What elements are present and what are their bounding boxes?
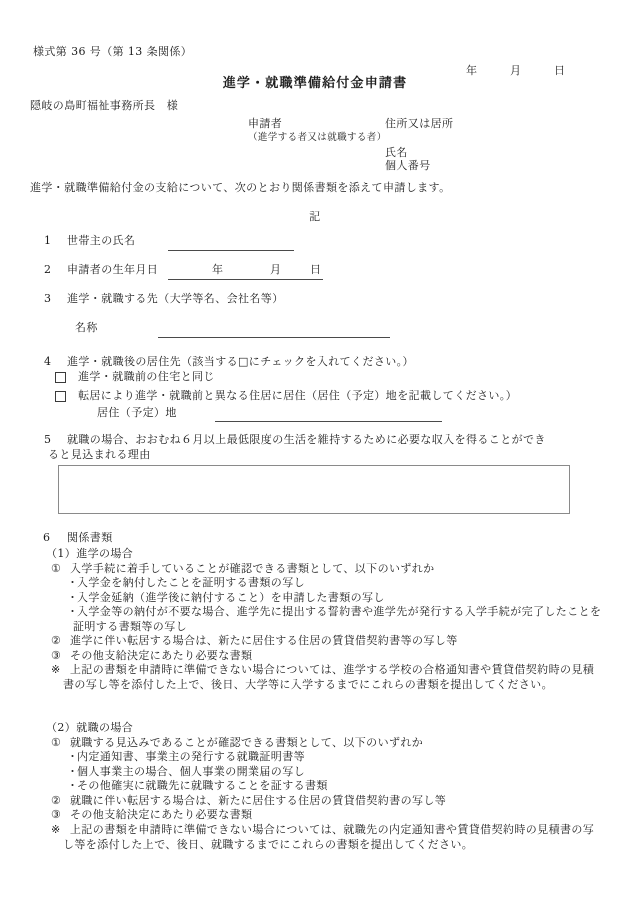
list-marker: ・ bbox=[67, 765, 79, 778]
item2-number: 2 bbox=[44, 263, 52, 276]
list-marker: ① bbox=[51, 562, 62, 575]
address-label: 住所又は居所 bbox=[385, 117, 454, 130]
list-item: 書の写し等を添付した上で、後日、大学等に入学するまでにこれらの書類を提出してください。 bbox=[63, 678, 553, 691]
residence-label: 居住（予定）地 bbox=[97, 406, 177, 419]
household-head-name-field[interactable] bbox=[168, 235, 294, 251]
list-marker: ② bbox=[51, 634, 62, 647]
list-item: 入学金延納（進学後に納付すること）を申請した書類の写し bbox=[77, 591, 385, 604]
list-item: 就職する見込みであることが確認できる書類として、以下のいずれか bbox=[70, 736, 424, 749]
birthdate-month-label: 月 bbox=[270, 263, 282, 276]
list-marker: ・ bbox=[67, 576, 79, 589]
list-marker: ※ bbox=[51, 663, 61, 676]
residence-field[interactable] bbox=[215, 406, 442, 422]
personal-number-label: 個人番号 bbox=[385, 159, 431, 172]
item6-number: 6 bbox=[43, 531, 51, 544]
list-item: その他確実に就職先に就職することを証する書類 bbox=[77, 779, 328, 792]
item5-label-line1: 就職の場合、おおむね６月以上最低限度の生活を維持するために必要な収入を得ることができ bbox=[67, 433, 546, 446]
list-item: 上記の書類を申請時に準備できない場合については、進学する学校の合格通知書や賃貸借契約時の見積 bbox=[70, 663, 595, 676]
item4-option1-label: 進学・就職前の住宅と同じ bbox=[78, 370, 215, 383]
list-item: 個人事業主の場合、個人事業の開業届の写し bbox=[77, 765, 305, 778]
date-year-label: 年 bbox=[466, 64, 478, 77]
date-month-label: 月 bbox=[510, 64, 522, 77]
addressee: 隠岐の島町福祉事務所長 様 bbox=[30, 99, 179, 112]
checkbox-relocation[interactable] bbox=[55, 391, 66, 402]
birthdate-day-label: 日 bbox=[310, 263, 322, 276]
reason-textarea[interactable] bbox=[58, 465, 570, 514]
intro-text: 進学・就職準備給付金の支給について、次のとおり関係書類を添えて申請します。 bbox=[30, 181, 451, 194]
checkbox-same-residence[interactable] bbox=[55, 372, 66, 383]
list-marker: ・ bbox=[67, 605, 79, 618]
birthdate-field[interactable] bbox=[168, 264, 323, 280]
list-marker: ・ bbox=[67, 591, 79, 604]
list-marker: ※ bbox=[51, 823, 61, 836]
item4-label: 進学・就職後の居住先（該当する□にチェックを入れてください。） bbox=[67, 355, 414, 368]
list-item: 進学に伴い転居する場合は、新たに居住する住居の賃貸借契約書等の写し等 bbox=[70, 634, 458, 647]
item3-label: 進学・就職する先（大学等名、会社名等） bbox=[67, 292, 284, 305]
item2-label: 申請者の生年月日 bbox=[67, 263, 159, 276]
item1-label: 世帯主の氏名 bbox=[67, 234, 136, 247]
item3-number: 3 bbox=[44, 292, 52, 305]
list-marker: ・ bbox=[67, 779, 79, 792]
list-item: 入学金を納付したことを証明する書類の写し bbox=[77, 576, 305, 589]
applicant-note: （進学する者又は就職する者） bbox=[248, 132, 387, 143]
record-mark: 記 bbox=[309, 210, 321, 223]
list-item: 証明する書類等の写し bbox=[73, 620, 187, 633]
section2-heading: （2）就職の場合 bbox=[46, 721, 134, 734]
item4-number: 4 bbox=[44, 355, 52, 368]
item1-number: 1 bbox=[44, 234, 52, 247]
list-item: その他支給決定にあたり必要な書類 bbox=[70, 808, 253, 821]
item6-label: 関係書類 bbox=[67, 531, 113, 544]
list-marker: ③ bbox=[51, 808, 62, 821]
list-item: その他支給決定にあたり必要な書類 bbox=[70, 649, 253, 662]
destination-name-label: 名称 bbox=[75, 321, 98, 334]
destination-name-field[interactable] bbox=[158, 322, 390, 338]
birthdate-year-label: 年 bbox=[212, 263, 224, 276]
list-marker: ③ bbox=[51, 649, 62, 662]
list-item: し等を添付した上で、後日、就職するまでにこれらの書類を提出してください。 bbox=[63, 838, 474, 851]
list-marker: ・ bbox=[67, 750, 79, 763]
list-item: 上記の書類を申請時に準備できない場合については、就職先の内定通知書や賃貸借契約時の見積書の写 bbox=[70, 823, 595, 836]
page-title: 進学・就職準備給付金申請書 bbox=[222, 76, 408, 91]
list-item: 入学手続に着手していることが確認できる書類として、以下のいずれか bbox=[70, 562, 435, 575]
list-item: 内定通知書、事業主の発行する就職証明書等 bbox=[77, 750, 305, 763]
name-label: 氏名 bbox=[385, 146, 408, 159]
form-number: 様式第 36 号（第 13 条関係） bbox=[33, 45, 193, 58]
list-item: 入学金等の納付が不要な場合、進学先に提出する誓約書や進学先が発行する入学手続が完了したことを bbox=[77, 605, 602, 618]
date-day-label: 日 bbox=[554, 64, 566, 77]
item5-label-line2: ると見込まれる理由 bbox=[48, 448, 151, 461]
item5-number: 5 bbox=[44, 433, 52, 446]
list-marker: ② bbox=[51, 794, 62, 807]
list-marker: ① bbox=[51, 736, 62, 749]
applicant-label: 申請者 bbox=[248, 117, 283, 130]
section1-heading: （1）進学の場合 bbox=[46, 547, 134, 560]
list-item: 就職に伴い転居する場合は、新たに居住する住居の賃貸借契約書の写し等 bbox=[70, 794, 447, 807]
item4-option2-label: 転居により進学・就職前と異なる住居に居住（居住（予定）地を記載してください。） bbox=[78, 389, 518, 402]
